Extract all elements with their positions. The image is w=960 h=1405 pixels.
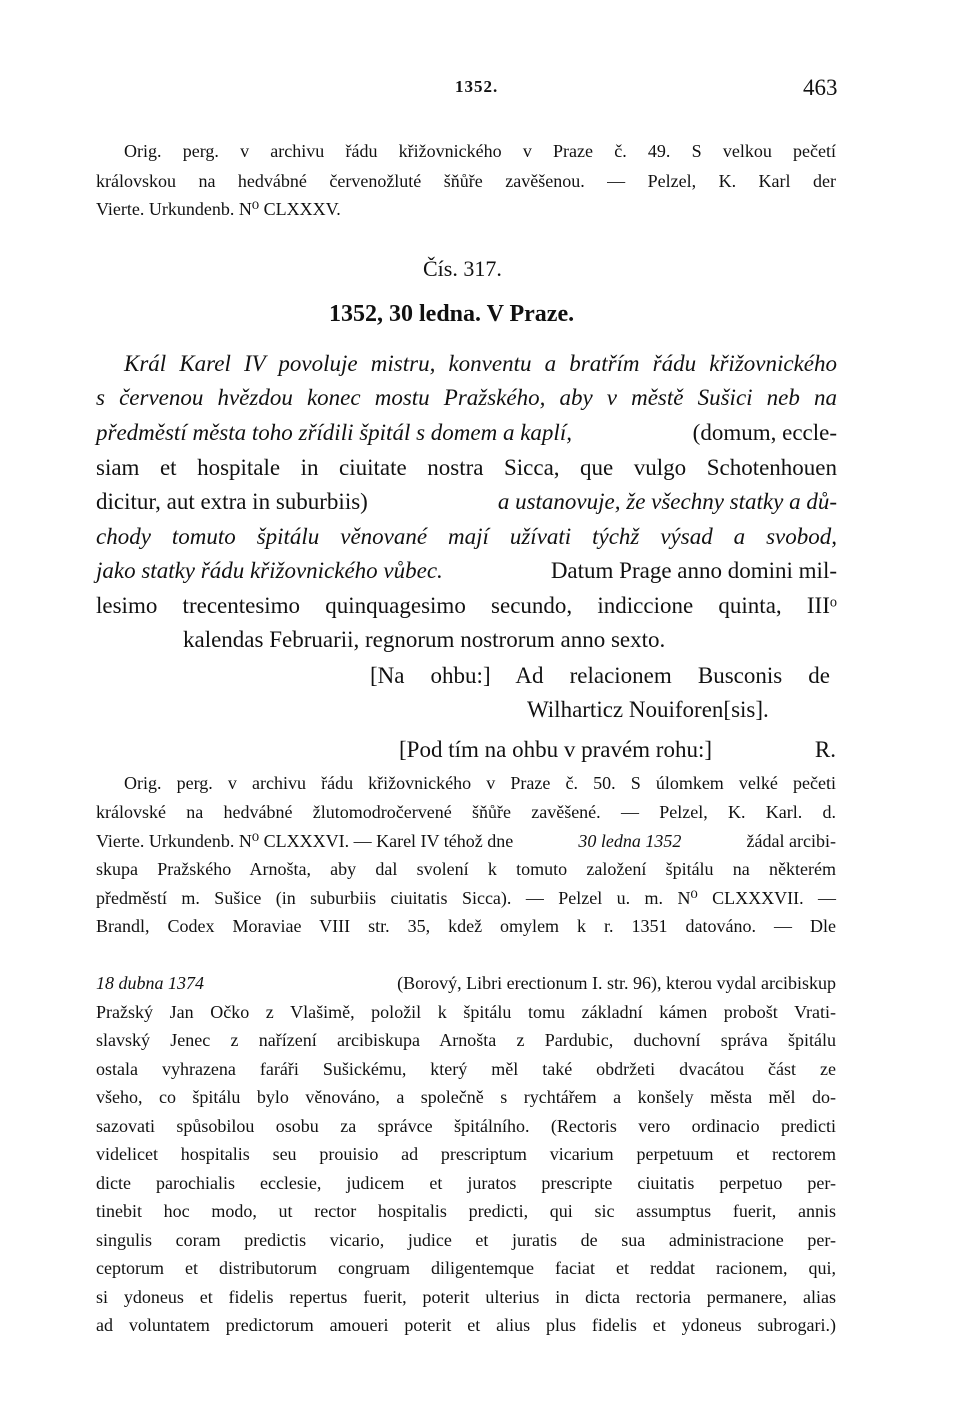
note-line-6: Brandl, Codex Moraviae VIII str. 35, kdež omylem k r. 1351 datováno. — Dle	[96, 916, 836, 936]
note-line-17: singulis coram predictis vicario, judice et juratis de sua administracione per-	[96, 1230, 836, 1250]
body-line-3	[96, 421, 837, 444]
prev-note-line-1: Orig. perg. v archivu řádu křižovnického v Praze č. 49. S velkou pečetí	[124, 141, 836, 161]
note-line-8-date: 18 dubna 1374	[96, 973, 204, 993]
note-line-5: předměstí m. Sušice (in suburbiis ciuitatis Sicca). — Pelzel u. m. N⁰ CLXXXVII. —	[96, 888, 836, 908]
body-line-4: siam et hospitale in ciuitate nostra Sicca, que vulgo Schotenhouen	[96, 455, 837, 480]
body-line-3-latin: (domum, eccle-	[692, 420, 837, 445]
note-line-3-date: 30 ledna 1352	[578, 831, 682, 851]
body-line-6: chody tomuto špitálu věnované mají užívati týchž výsad a svobod,	[96, 524, 837, 549]
prev-note-line-3: Vierte. Urkundenb. N⁰ CLXXXV.	[96, 199, 341, 219]
body-line-7	[96, 559, 837, 582]
note-line-1: Orig. perg. v archivu řádu křižovnického v Praze č. 50. S úlomkem velké pečeti	[124, 773, 836, 793]
note-line-11: ostala vyhrazena faráři Sušickému, který měl také obdržeti dvacátou část ze	[96, 1059, 836, 1079]
note-line-13: sazovati spůsobilou osobu za správce špitálního. (Rectoris vero ordinacio predicti	[96, 1116, 836, 1136]
note-line-3	[96, 832, 836, 850]
note-line-19: si ydoneus et fidelis repertus fuerit, poterit ulterius in dicta rectoria permanere, alias	[96, 1287, 836, 1307]
note-line-20: ad voluntatem predictorum amoueri poterit et alius plus fidelis et ydoneus subrogari.)	[96, 1315, 836, 1335]
document-number: Čís. 317.	[423, 256, 502, 281]
endorsement-line-3-text: [Pod tím na ohbu v pravém rohu:]	[399, 737, 713, 762]
body-line-9: kalendas Februarii, regnorum nostrorum anno sexto.	[183, 627, 666, 652]
note-line-3-b: žádal arcibi-	[746, 831, 836, 851]
body-line-7-czech: jako statky řádu křižovnického vůbec.	[96, 558, 443, 583]
body-line-8	[96, 594, 837, 617]
running-head-year: 1352.	[455, 77, 499, 96]
note-line-9: Pražský Jan Očko z Vlašimě, položil k špitálu tomu základní kámen probošt Vrati-	[96, 1002, 836, 1022]
endorsement-line-3	[399, 738, 836, 761]
body-line-5-czech: a ustanovuje, že všechny statky a dů-	[497, 489, 837, 514]
body-line-7-latin: Datum Prage anno domini mil-	[550, 558, 837, 583]
note-line-4: skupa Pražského Arnošta, aby dal svolení k tomuto založení špitálu na některém	[96, 859, 836, 879]
note-line-15: dicte parochialis ecclesie, judicem et juratos prescripte ciuitatis perpetuo per-	[96, 1173, 836, 1193]
note-line-2: královské na hedvábné žlutomodročervené šňůře zavěšené. — Pelzel, K. Karl. d.	[96, 802, 836, 822]
document-date-place: 1352, 30 ledna. V Praze.	[329, 301, 575, 327]
prev-note-line-2: královskou na hedvábné červenožluté šňůře zavěšenou. — Pelzel, K. Karl der	[96, 171, 836, 191]
endorsement-line-3-mark: R.	[814, 737, 836, 762]
endorsement-line-1: [Na ohbu:] Ad relacionem Busconis de	[370, 663, 830, 688]
note-line-16: tinebit hoc modo, ut rector hospitalis predicti, qui sic assumptus fuerit, annis	[96, 1201, 836, 1221]
endorsement-line-2: Wilharticz Nouiforen[sis].	[527, 697, 769, 722]
note-line-3-a: Vierte. Urkundenb. N⁰ CLXXXVI. — Karel IV téhož dne	[96, 831, 514, 851]
page-number: 463	[803, 75, 838, 100]
note-line-12: všeho, co špitálu bylo věnováno, a společně s rychtářem a konšely města měl do-	[96, 1087, 836, 1107]
note-line-18: ceptorum et distributorum congruam diligentemque faciat et reddat racionem, qui,	[96, 1258, 836, 1278]
body-line-2: s červenou hvězdou konec mostu Pražského, aby v městě Sušici neb na	[96, 385, 837, 410]
body-line-5	[96, 490, 837, 513]
body-line-8-superscript: o	[829, 594, 837, 611]
note-line-8-text: (Borový, Libri erectionum I. str. 96), kterou vydal arcibiskup	[397, 973, 836, 993]
body-line-5-latin: dicitur, aut extra in suburbiis)	[96, 489, 368, 514]
body-line-8-text: lesimo trecentesimo quinquagesimo secundo, indiccione quinta, III	[96, 593, 830, 618]
note-line-8	[96, 974, 836, 992]
body-line-3-czech: předměstí města toho zřídili špitál s domem a kaplí,	[96, 420, 572, 445]
note-line-14: videlicet hospitalis seu prouisio ad prescriptum vicarium perpetuum et rectorem	[96, 1144, 836, 1164]
note-line-10: slavský Jenec z nařízení arcibiskupa Arnošta z Pardubic, duchovní správa špitálu	[96, 1030, 836, 1050]
body-line-1: Král Karel IV povoluje mistru, konventu a bratřím řádu křižovnického	[124, 351, 837, 376]
